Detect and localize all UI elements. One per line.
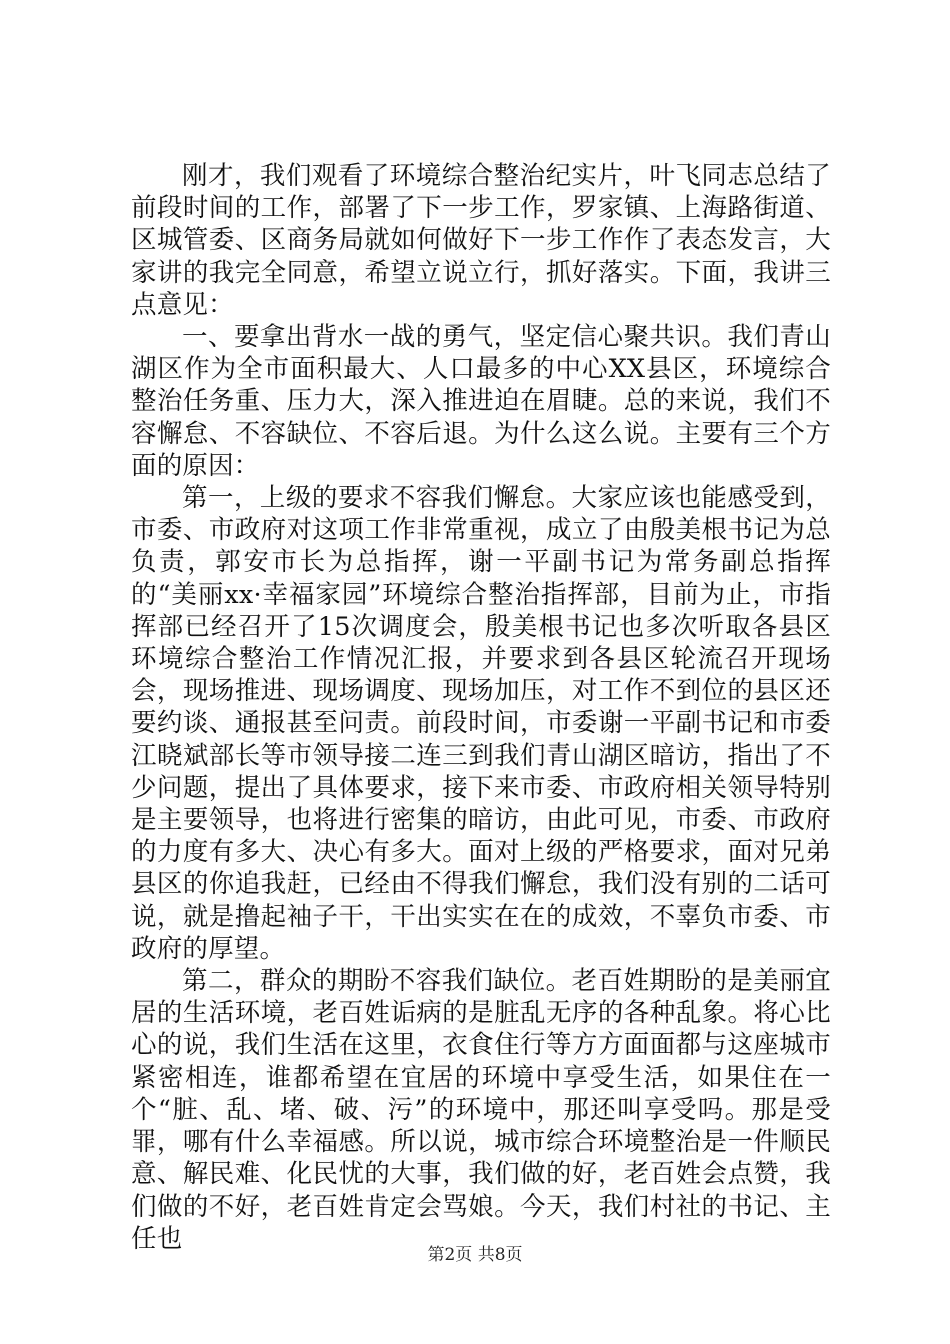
- paragraph-opening: 刚才，我们观看了环境综合整治纪实片，叶飞同志总结了前段时间的工作，部署了下一步工作，罗家镇、上海路街道、区城管委、区商务局就如何做好下一步工作作了表态发言，大家讲的我完全同意，希望立说立行，抓好落实。下面，我讲三点意见：: [131, 161, 831, 320]
- document-body: [131, 160, 831, 1255]
- paragraph-point-second: 第二，群众的期盼不容我们缺位。老百姓期盼的是美丽宜居的生活环境，老百姓诟病的是脏乱无序的各种乱象。将心比心的说，我们生活在这里，衣食住行等方方面面都与这座城市紧密相连，谁都希望在宜居的环境中享受生活，如果住在一个“脏、乱、堵、破、污”的环境中，那还叫享受吗。那是受罪，哪有什么幸福感。所以说，城市综合环境整治是一件顺民意、解民难、化民忧的大事，我们做的好，老百姓会点赞，我们做的不好，老百姓肯定会骂娘。今天，我们村社的书记、主任也: [131, 966, 831, 1254]
- page-number-footer: 第2页 共8页: [427, 1245, 523, 1265]
- paragraph-section-one: 一、要拿出背水一战的勇气，坚定信心聚共识。我们青山湖区作为全市面积最大、人口最多的中心XX县区，环境综合整治任务重、压力大，深入推进迫在眉睫。总的来说，我们不容懈怠、不容缺位、不容后退。为什么这么说。主要有三个方面的原因：: [131, 322, 831, 481]
- paragraph-point-first: 第一，上级的要求不容我们懈怠。大家应该也能感受到，市委、市政府对这项工作非常重视，成立了由殷美根书记为总负责，郭安市长为总指挥，谢一平副书记为常务副总指挥的“美丽xx·幸福家园”环境综合整治指挥部，目前为止，市指挥部已经召开了15次调度会，殷美根书记也多次听取各县区环境综合整治工作情况汇报，并要求到各县区轮流召开现场会，现场推进、现场调度、现场加压，对工作不到位的县区还要约谈、通报甚至问责。前段时间，市委谢一平副书记和市委江晓斌部长等市领导接二连三到我们青山湖区暗访，指出了不少问题，提出了具体要求，接下来市委、市政府相关领导特别是主要领导，也将进行密集的暗访，由此可见，市委、市政府的力度有多大、决心有多大。面对上级的严格要求，面对兄弟县区的你追我赶，已经由不得我们懈怠，我们没有别的二话可说，就是撸起袖子干，干出实实在在的成效，不辜负市委、市政府的厚望。: [131, 483, 831, 964]
